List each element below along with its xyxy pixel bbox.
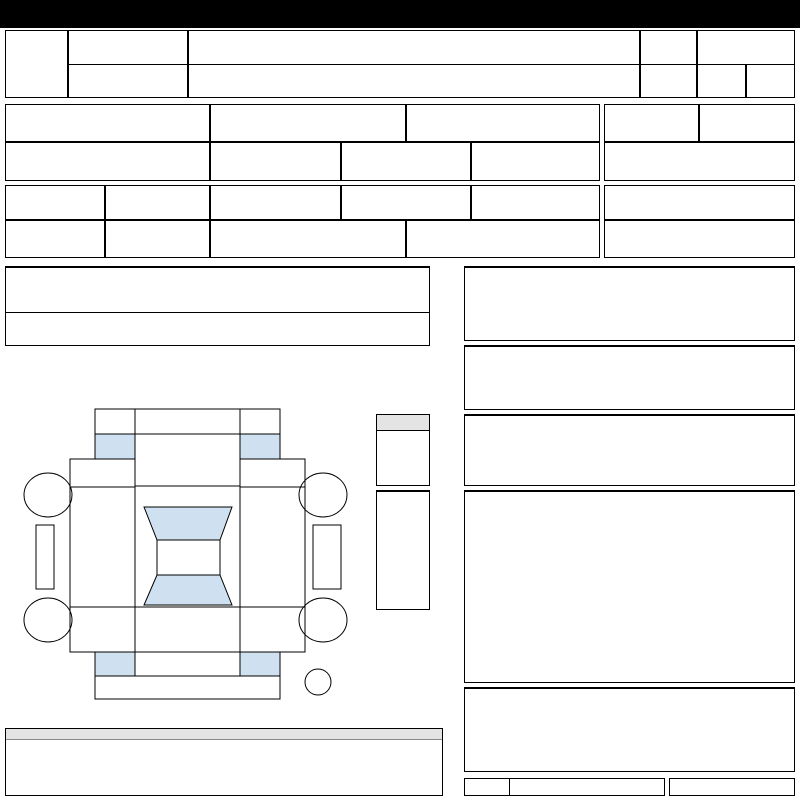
fuel-cell bbox=[341, 142, 471, 181]
footer-check bbox=[464, 778, 665, 796]
left-mirror bbox=[36, 525, 54, 589]
left-front-door bbox=[70, 487, 135, 607]
front-bumper bbox=[95, 409, 135, 434]
appeal-title bbox=[465, 267, 794, 268]
front-left-corner bbox=[95, 434, 135, 459]
model-cell bbox=[210, 104, 406, 142]
tire-front-left bbox=[24, 473, 72, 517]
rear-left-corner bbox=[95, 652, 135, 676]
legend-title bbox=[6, 729, 442, 740]
manual-cell bbox=[699, 104, 795, 142]
exterior-cell bbox=[697, 64, 746, 98]
warranty-cell bbox=[604, 104, 699, 142]
repair-box bbox=[376, 414, 430, 486]
doors-cell bbox=[640, 30, 697, 65]
car-name-cell bbox=[188, 30, 640, 65]
right-mirror bbox=[313, 525, 341, 589]
rear-window bbox=[144, 575, 232, 605]
car-damage-diagram bbox=[0, 385, 375, 725]
right-front-fender bbox=[240, 459, 305, 487]
drive-cell bbox=[640, 64, 697, 98]
front-right-corner bbox=[240, 434, 280, 459]
history-cell bbox=[68, 64, 188, 98]
color-cell bbox=[5, 185, 105, 220]
equipment-row-2 bbox=[6, 313, 429, 346]
warranty-lower-cell bbox=[604, 142, 795, 181]
recycle-cell bbox=[604, 185, 795, 220]
repair-content-title bbox=[465, 415, 794, 416]
designation-cell bbox=[406, 104, 600, 142]
rear-right-corner bbox=[240, 652, 280, 676]
interior-lining-box bbox=[376, 490, 430, 610]
front-panel bbox=[135, 409, 240, 434]
cargo-bed bbox=[135, 607, 240, 652]
roof bbox=[157, 540, 220, 575]
blank-cell-4 bbox=[210, 220, 406, 258]
welfare-cell bbox=[604, 220, 795, 258]
footer-number bbox=[669, 778, 795, 796]
chassis-cell bbox=[406, 220, 600, 258]
displacement-cell bbox=[210, 142, 341, 181]
tire-front-right bbox=[299, 473, 347, 517]
presence-circle bbox=[305, 669, 331, 695]
inspection-notes-section bbox=[464, 490, 795, 683]
price-cell bbox=[5, 142, 210, 181]
blank-cell-3 bbox=[471, 185, 600, 220]
load-cell bbox=[105, 220, 210, 258]
tire-rear-left bbox=[24, 598, 72, 642]
inspection-notes-title bbox=[465, 491, 794, 492]
special-notes-section bbox=[464, 345, 795, 410]
bonnet bbox=[135, 434, 240, 486]
right-rear-panel bbox=[240, 607, 305, 652]
windshield bbox=[144, 507, 232, 540]
tire-rear-right bbox=[299, 598, 347, 642]
interior-lining-title bbox=[377, 491, 429, 492]
repair-content-section bbox=[464, 414, 795, 486]
score-cell bbox=[697, 30, 795, 65]
damage-legend bbox=[5, 728, 443, 796]
equipment-section bbox=[5, 266, 430, 346]
first-registration-cell bbox=[68, 30, 188, 65]
left-front-fender bbox=[70, 459, 135, 487]
appeal-section bbox=[464, 266, 795, 341]
capacity-cell bbox=[5, 220, 105, 258]
inspection-cell bbox=[210, 185, 341, 220]
changes-title bbox=[465, 688, 794, 689]
title-bar bbox=[0, 0, 800, 28]
rear-gate bbox=[135, 652, 240, 676]
left-rear-panel bbox=[70, 607, 135, 652]
repair-title bbox=[377, 415, 429, 431]
special-notes-title bbox=[465, 346, 794, 347]
interior-cell bbox=[746, 64, 795, 98]
equipment-row-1 bbox=[6, 279, 429, 313]
transmission-cell bbox=[471, 142, 600, 181]
odometer-cell bbox=[5, 104, 210, 142]
changes-section bbox=[464, 687, 795, 772]
lot-number-cell bbox=[5, 30, 68, 98]
front-right-panel bbox=[240, 409, 280, 434]
insurance-cell bbox=[341, 185, 471, 220]
right-front-door bbox=[240, 487, 305, 607]
grade-cell bbox=[188, 64, 640, 98]
rear-bumper bbox=[95, 676, 280, 699]
color-code-cell bbox=[105, 185, 210, 220]
equipment-title bbox=[6, 267, 429, 268]
